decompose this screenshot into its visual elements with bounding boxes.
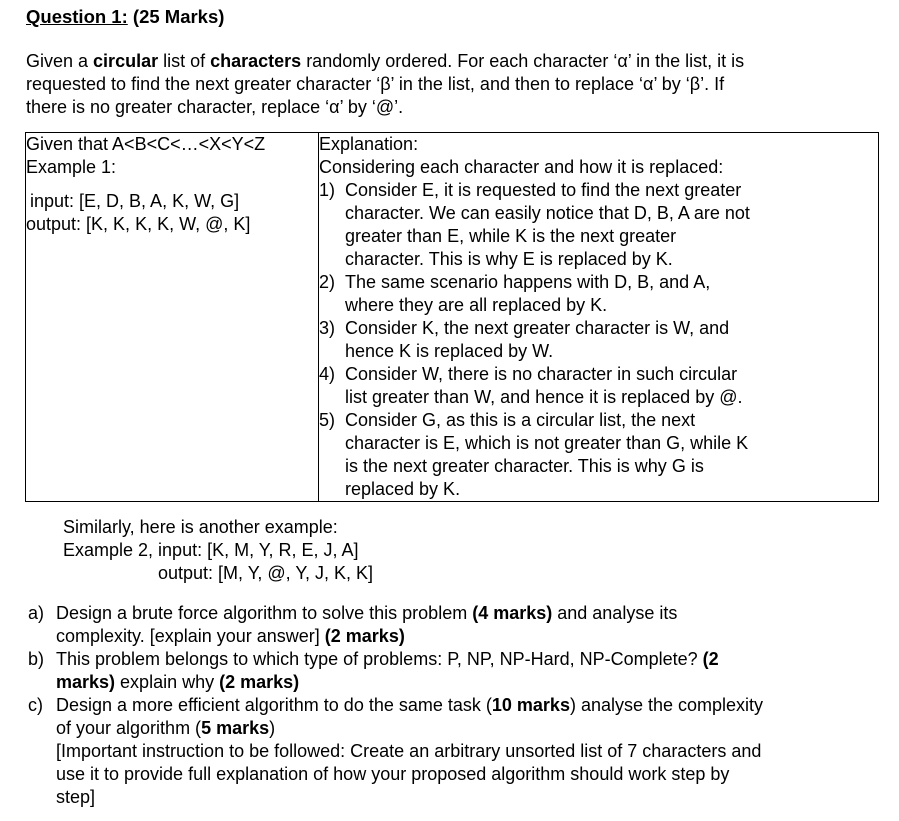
intro-line [26, 73, 744, 96]
item-line: Consider G, as this is a circular list, the next [345, 410, 696, 430]
item-number: 4) [319, 364, 336, 384]
question-text: of your algorithm ( [56, 718, 202, 738]
example1-label: Example 1: [26, 157, 117, 177]
intro-text: there is no greater character, replace ‘α’ by ‘@’. [26, 97, 404, 117]
marks-emphasis: 10 marks [491, 695, 570, 715]
item-line: where they are all replaced by K. [345, 295, 608, 315]
question-text: use it to provide full explanation of how your proposed algorithm should work step by [56, 764, 730, 784]
question-text: Design a more efficient algorithm to do the same task ( [56, 695, 492, 715]
item-body [345, 317, 729, 363]
explanation-item [319, 409, 878, 501]
question-marks: (25 Marks) [132, 6, 225, 27]
sub-question-line [56, 717, 763, 740]
example2-block [63, 516, 373, 585]
sub-question-label: a) [28, 603, 45, 623]
intro-text: Given a [26, 51, 94, 71]
problem-statement [26, 50, 744, 119]
item-line: The same scenario happens with D, B, and A, [345, 272, 711, 292]
sub-question-label: b) [28, 649, 45, 669]
explanation-item [319, 179, 878, 271]
sub-question-line [56, 602, 677, 625]
question-title [26, 5, 224, 28]
item-line: greater than E, while K is the next greater [345, 226, 677, 246]
question-text: explain why [115, 672, 220, 692]
example2-output: output: [M, Y, @, Y, J, K, K] [158, 563, 374, 583]
question-text: This problem belongs to which type of problems: P, NP, NP-Hard, NP-Complete? [56, 649, 703, 669]
marks-emphasis: (2 marks) [324, 626, 405, 646]
marks-emphasis: marks) [56, 672, 116, 692]
sub-question [28, 602, 763, 648]
item-line: Consider W, there is no character in such circular [345, 364, 738, 384]
item-line: list greater than W, and hence it is replaced by @. [345, 387, 743, 407]
sub-questions [28, 602, 763, 809]
sub-question-line [56, 648, 719, 671]
item-line: character. This is why E is replaced by K. [345, 249, 673, 269]
question-text: ) analyse the complexity [569, 695, 764, 715]
item-line: replaced by K. [345, 479, 461, 499]
question-text: complexity. [explain your answer] [56, 626, 325, 646]
question-text: Design a brute force algorithm to solve this problem [56, 603, 473, 623]
sub-question-line [56, 763, 763, 786]
question-text: [Important instruction to be followed: Create an arbitrary unsorted list of 7 characters and [56, 741, 762, 761]
sub-question-body [56, 694, 763, 809]
item-body [345, 179, 750, 271]
item-line: Consider K, the next greater character is W, and [345, 318, 730, 338]
sub-question [28, 694, 763, 809]
explanation-list [319, 179, 878, 501]
item-body [345, 271, 710, 317]
sub-question-line [56, 625, 677, 648]
explanation-title: Explanation: [319, 134, 419, 154]
sub-question-line [56, 671, 719, 694]
sub-question-line [56, 786, 763, 809]
sub-question [28, 648, 763, 694]
explanation-item [319, 271, 878, 317]
example1-input: input: [E, D, B, A, K, W, G] [30, 191, 240, 211]
intro-line [26, 96, 744, 119]
marks-emphasis: (4 marks) [472, 603, 553, 623]
sub-question-body [56, 602, 677, 648]
example-table [25, 132, 879, 502]
item-line: Consider E, it is requested to find the next greater [345, 180, 742, 200]
item-body [345, 363, 742, 409]
item-number: 5) [319, 410, 336, 430]
intro-line [26, 50, 744, 73]
item-body [345, 409, 748, 501]
intro-text: list of [158, 51, 211, 71]
explanation-cell [319, 133, 879, 502]
intro-bold-circular: circular [93, 51, 159, 71]
sub-question-body [56, 648, 719, 694]
example2-input: Example 2, input: [K, M, Y, R, E, J, A] [63, 540, 359, 560]
item-line: character. We can easily notice that D, B, A are not [345, 203, 750, 223]
item-number: 1) [319, 180, 336, 200]
example2-intro: Similarly, here is another example: [63, 517, 338, 537]
item-line: hence K is replaced by W. [345, 341, 554, 361]
intro-text: requested to find the next greater character ‘β’ in the list, and then to replace ‘α’ by ‘β’. If [26, 74, 725, 94]
item-number: 2) [319, 272, 336, 292]
item-number: 3) [319, 318, 336, 338]
question-text: ) [269, 718, 276, 738]
question-label: Question 1: [26, 6, 128, 27]
sub-question-line [56, 694, 763, 717]
marks-emphasis: 5 marks [201, 718, 270, 738]
item-line: is the next greater character. This is why G is [345, 456, 704, 476]
question-text: and analyse its [552, 603, 678, 623]
intro-bold-characters: characters [210, 51, 302, 71]
explanation-item [319, 363, 878, 409]
intro-text: randomly ordered. For each character ‘α’ in the list, it is [301, 51, 745, 71]
marks-emphasis: (2 marks) [219, 672, 300, 692]
example1-cell [26, 133, 319, 502]
explanation-item [319, 317, 878, 363]
explanation-subtitle: Considering each character and how it is replaced: [319, 157, 724, 177]
question-text: step] [56, 787, 96, 807]
item-line: character is E, which is not greater than G, while K [345, 433, 749, 453]
marks-emphasis: (2 [702, 649, 719, 669]
sub-question-label: c) [28, 695, 43, 715]
ordering-note: Given that A<B<C<…<X<Y<Z [26, 134, 266, 154]
example1-output: output: [K, K, K, K, W, @, K] [26, 214, 251, 234]
sub-question-line [56, 740, 763, 763]
